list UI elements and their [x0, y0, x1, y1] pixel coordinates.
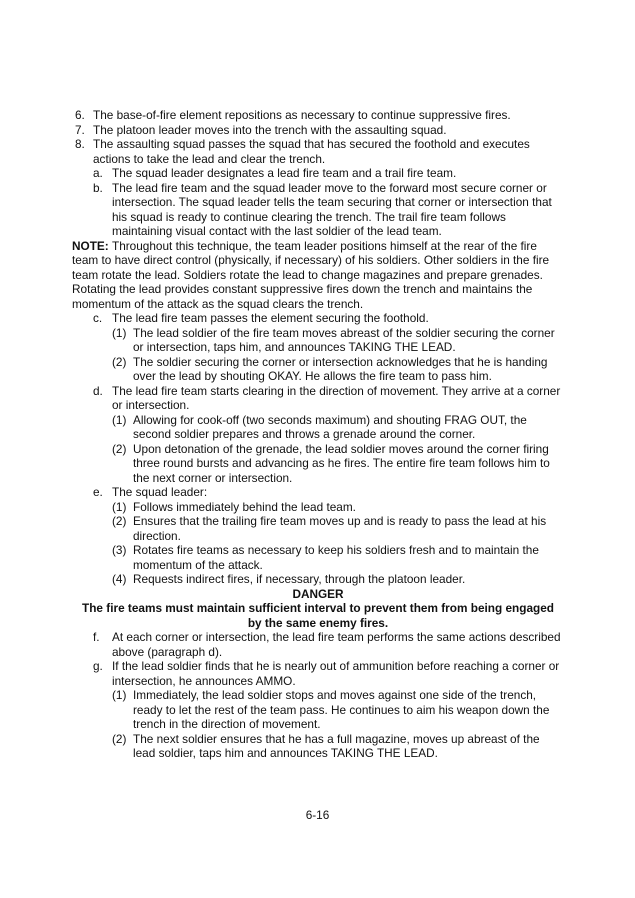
list-item-8e1 — [72, 500, 564, 515]
danger-heading — [72, 587, 564, 602]
list-item-8e4 — [72, 572, 564, 587]
list-marker: a. — [93, 166, 103, 180]
list-item-8g — [72, 659, 564, 688]
list-marker: f. — [93, 630, 100, 644]
paragraph-text: Rotates fire teams as necessary to keep his soldiers fresh and to maintain the momentum of the attack. — [133, 543, 539, 572]
list-item-8c1 — [72, 326, 564, 355]
paragraph-text: The squad leader designates a lead fire team and a trail fire team. — [112, 166, 457, 180]
list-marker: d. — [93, 383, 103, 398]
list-marker: (1) — [112, 499, 127, 514]
list-item-8d — [72, 384, 564, 413]
paragraph-text: Allowing for cook-off (two seconds maximum) and shouting FRAG OUT, the second soldier prepares and throws a grenade around the corner. — [133, 412, 527, 441]
paragraph-text: The fire teams must maintain sufficient interval to prevent them from being engaged by the same enemy fires. — [82, 601, 554, 630]
list-marker: g. — [93, 659, 103, 673]
list-marker: e. — [93, 485, 103, 499]
list-marker: 6. — [75, 108, 85, 122]
list-marker: (1) — [112, 412, 127, 427]
list-item-8g1 — [72, 688, 564, 732]
paragraph-text: Throughout this technique, the team leader positions himself at the rear of the fire team to have direct control (physically, if necessary) of his soldiers. Other soldiers in the fire team rotate the lead. Soldiers rotate the lead to change magazines and prepare grenades. Rotating the lead provides constant suppressive fires down the trench and maintains the momentum of the attack as the squad clears the trench. — [72, 238, 550, 311]
list-marker: c. — [93, 311, 103, 325]
paragraph-text: The lead fire team starts clearing in the direction of movement. They arrive at a corner or intersection. — [112, 383, 561, 412]
paragraph-text: The next soldier ensures that he has a full magazine, moves up abreast of the lead soldier, taps him and announces TAKING THE LEAD. — [133, 731, 540, 760]
list-item-8g2 — [72, 732, 564, 761]
list-marker: b. — [93, 180, 103, 195]
list-item-8e — [72, 485, 564, 500]
list-item-8b — [72, 181, 564, 239]
paragraph-text: Immediately, the lead soldier stops and moves against one side of the trench, ready to let the rest of the team pass. He continues to aim his weapon down the trench in the direction of movement. — [133, 688, 550, 731]
paragraph-text: The soldier securing the corner or intersection acknowledges that he is handing over the lead by shouting OKAY. He allows the fire team to pass him. — [133, 354, 548, 383]
paragraph-text: At each corner or intersection, the lead fire team performs the same actions described above (paragraph d). — [112, 630, 561, 659]
paragraph-text: DANGER — [292, 586, 344, 601]
list-item-8a — [72, 166, 564, 181]
list-item-8c — [72, 311, 564, 326]
paragraph-text: The base-of-fire element repositions as necessary to continue suppressive fires. — [93, 108, 511, 122]
list-marker: (1) — [112, 688, 127, 702]
list-marker: (1) — [112, 325, 127, 340]
list-marker: (2) — [112, 354, 127, 369]
list-marker: (4) — [112, 572, 127, 586]
list-item-8e3 — [72, 543, 564, 572]
list-item-8f — [72, 630, 564, 659]
paragraph-text: The lead fire team passes the element securing the foothold. — [112, 311, 429, 325]
list-marker: 7. — [75, 122, 85, 137]
list-marker: (2) — [112, 731, 127, 746]
paragraph-text: The assaulting squad passes the squad that has secured the foothold and executes actions to take the lead and clear the trench. — [93, 137, 530, 166]
list-marker: (2) — [112, 441, 127, 456]
note-paragraph — [72, 239, 564, 312]
paragraph-text: The lead soldier of the fire team moves abreast of the soldier securing the corner or intersection, taps him, and announces TAKING THE LEAD. — [133, 325, 555, 354]
paragraph-text: The platoon leader moves into the trench with the assaulting squad. — [93, 122, 447, 137]
danger-text — [72, 601, 564, 630]
list-item-8e2 — [72, 514, 564, 543]
list-item-8d2 — [72, 442, 564, 486]
list-item-6 — [72, 108, 564, 123]
paragraph-text: The squad leader: — [112, 485, 208, 499]
note-label: NOTE: — [72, 238, 112, 253]
paragraph-text: Ensures that the trailing fire team moves up and is ready to pass the lead at his direction. — [133, 514, 547, 543]
document-body — [72, 108, 564, 761]
list-marker: 8. — [75, 137, 85, 151]
list-marker: (3) — [112, 543, 127, 557]
paragraph-text: Follows immediately behind the lead team. — [133, 499, 356, 514]
paragraph-text: Requests indirect fires, if necessary, through the platoon leader. — [133, 572, 466, 586]
paragraph-text: The lead fire team and the squad leader move to the forward most secure corner or intersection. The squad leader tells the team securing that corner or intersection that his squad is ready to continue clearing the trench. The trail fire team follows maintaining visual contact with the last soldier of the lead team. — [112, 180, 552, 238]
list-marker: (2) — [112, 514, 127, 528]
paragraph-text: If the lead soldier finds that he is nearly out of ammunition before reaching a corner or intersection, he announces AMMO. — [112, 659, 560, 688]
list-item-8d1 — [72, 413, 564, 442]
paragraph-text: Upon detonation of the grenade, the lead soldier moves around the corner firing three round bursts and advancing as he fires. The entire fire team follows him to the next corner or intersection. — [133, 441, 550, 485]
list-item-7 — [72, 123, 564, 138]
list-item-8c2 — [72, 355, 564, 384]
list-item-8 — [72, 137, 564, 166]
page-number: 6-16 — [305, 808, 330, 822]
